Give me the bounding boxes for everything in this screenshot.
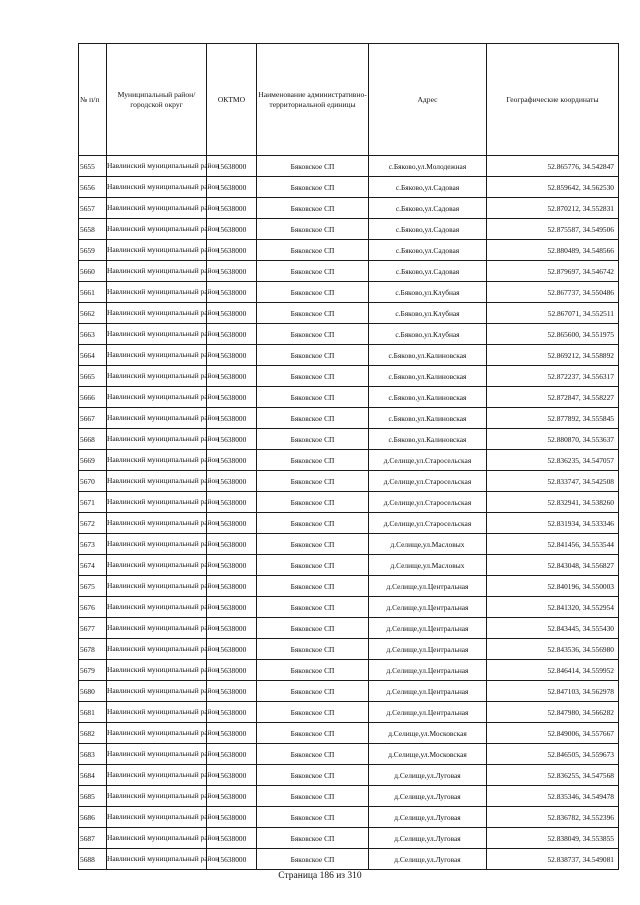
- row-number: 5662: [79, 303, 107, 324]
- row-territorial-unit: Бяковское СП: [257, 555, 369, 576]
- row-district: Навлинский муниципальный район: [107, 765, 207, 786]
- row-oktmo: 15638000: [207, 534, 257, 555]
- row-coordinates: 52.835346, 34.549478: [487, 786, 619, 807]
- table-row: [79, 681, 619, 702]
- row-address: с.Бяково,ул.Садовая: [369, 240, 487, 261]
- row-number: 5688: [79, 849, 107, 870]
- row-number: 5669: [79, 450, 107, 471]
- row-territorial-unit: Бяковское СП: [257, 240, 369, 261]
- row-coordinates: 52.847103, 34.562978: [487, 681, 619, 702]
- row-address: д.Селище,ул.Старосельская: [369, 492, 487, 513]
- row-oktmo: 15638000: [207, 324, 257, 345]
- row-district: Навлинский муниципальный район: [107, 324, 207, 345]
- row-number: 5667: [79, 408, 107, 429]
- row-oktmo: 15638000: [207, 681, 257, 702]
- row-address: с.Бяково,ул.Садовая: [369, 261, 487, 282]
- row-number: 5683: [79, 744, 107, 765]
- row-number: 5673: [79, 534, 107, 555]
- row-number: 5686: [79, 807, 107, 828]
- row-oktmo: 15638000: [207, 723, 257, 744]
- row-coordinates: 52.843445, 34.555430: [487, 618, 619, 639]
- table-row: [79, 219, 619, 240]
- row-coordinates: 52.865600, 34.551975: [487, 324, 619, 345]
- row-address: с.Бяково,ул.Садовая: [369, 219, 487, 240]
- row-coordinates: 52.846505, 34.559673: [487, 744, 619, 765]
- row-address: с.Бяково,ул.Калиновская: [369, 387, 487, 408]
- row-district: Навлинский муниципальный район: [107, 471, 207, 492]
- table-row: [79, 849, 619, 870]
- row-number: 5659: [79, 240, 107, 261]
- table-row: [79, 597, 619, 618]
- row-territorial-unit: Бяковское СП: [257, 345, 369, 366]
- row-coordinates: 52.867071, 34.552511: [487, 303, 619, 324]
- header-coordinates: Географические координаты: [487, 44, 619, 156]
- row-address: д.Селище,ул.Старосельская: [369, 513, 487, 534]
- row-coordinates: 52.846414, 34.559952: [487, 660, 619, 681]
- row-coordinates: 52.843048, 34.556827: [487, 555, 619, 576]
- row-district: Навлинский муниципальный район: [107, 408, 207, 429]
- row-oktmo: 15638000: [207, 387, 257, 408]
- row-coordinates: 52.865776, 34.542847: [487, 156, 619, 177]
- table-row: [79, 639, 619, 660]
- row-address: д.Селище,ул.Масловых: [369, 555, 487, 576]
- table-row: [79, 513, 619, 534]
- row-coordinates: 52.836782, 34.552396: [487, 807, 619, 828]
- row-district: Навлинский муниципальный район: [107, 177, 207, 198]
- row-district: Навлинский муниципальный район: [107, 534, 207, 555]
- row-district: Навлинский муниципальный район: [107, 261, 207, 282]
- row-district: Навлинский муниципальный район: [107, 450, 207, 471]
- row-district: Навлинский муниципальный район: [107, 618, 207, 639]
- row-district: Навлинский муниципальный район: [107, 219, 207, 240]
- table-row: [79, 786, 619, 807]
- row-number: 5661: [79, 282, 107, 303]
- row-oktmo: 15638000: [207, 156, 257, 177]
- row-oktmo: 15638000: [207, 765, 257, 786]
- table-row: [79, 366, 619, 387]
- row-district: Навлинский муниципальный район: [107, 387, 207, 408]
- row-territorial-unit: Бяковское СП: [257, 639, 369, 660]
- table-row: [79, 807, 619, 828]
- table-row: [79, 492, 619, 513]
- row-oktmo: 15638000: [207, 240, 257, 261]
- table-row: [79, 660, 619, 681]
- row-coordinates: 52.880870, 34.553637: [487, 429, 619, 450]
- row-oktmo: 15638000: [207, 450, 257, 471]
- row-territorial-unit: Бяковское СП: [257, 681, 369, 702]
- row-number: 5656: [79, 177, 107, 198]
- row-address: с.Бяково,ул.Садовая: [369, 177, 487, 198]
- row-coordinates: 52.831934, 34.533346: [487, 513, 619, 534]
- row-oktmo: 15638000: [207, 366, 257, 387]
- row-territorial-unit: Бяковское СП: [257, 408, 369, 429]
- table-row: [79, 429, 619, 450]
- row-district: Навлинский муниципальный район: [107, 576, 207, 597]
- table-row: [79, 408, 619, 429]
- row-number: 5655: [79, 156, 107, 177]
- page-number: Страница 186 из 310: [278, 871, 362, 881]
- row-territorial-unit: Бяковское СП: [257, 471, 369, 492]
- row-oktmo: 15638000: [207, 177, 257, 198]
- row-oktmo: 15638000: [207, 408, 257, 429]
- row-territorial-unit: Бяковское СП: [257, 324, 369, 345]
- row-address: д.Селище,ул.Центральная: [369, 639, 487, 660]
- row-territorial-unit: Бяковское СП: [257, 744, 369, 765]
- row-territorial-unit: Бяковское СП: [257, 513, 369, 534]
- row-territorial-unit: Бяковское СП: [257, 828, 369, 849]
- row-number: 5658: [79, 219, 107, 240]
- row-number: 5678: [79, 639, 107, 660]
- row-address: с.Бяково,ул.Калиновская: [369, 408, 487, 429]
- row-address: д.Селище,ул.Луговая: [369, 765, 487, 786]
- row-number: 5668: [79, 429, 107, 450]
- row-address: д.Селище,ул.Центральная: [369, 660, 487, 681]
- row-address: с.Бяково,ул.Калиновская: [369, 366, 487, 387]
- row-coordinates: 52.877892, 34.555845: [487, 408, 619, 429]
- row-territorial-unit: Бяковское СП: [257, 429, 369, 450]
- row-address: с.Бяково,ул.Молодежная: [369, 156, 487, 177]
- table-row: [79, 324, 619, 345]
- row-coordinates: 52.841456, 34.553544: [487, 534, 619, 555]
- row-oktmo: 15638000: [207, 849, 257, 870]
- row-address: д.Селище,ул.Центральная: [369, 681, 487, 702]
- row-coordinates: 52.872847, 34.558227: [487, 387, 619, 408]
- row-coordinates: 52.836235, 34.547057: [487, 450, 619, 471]
- row-address: д.Селище,ул.Московская: [369, 723, 487, 744]
- row-number: 5685: [79, 786, 107, 807]
- row-coordinates: 52.836255, 34.547568: [487, 765, 619, 786]
- row-territorial-unit: Бяковское СП: [257, 198, 369, 219]
- coordinates-table: [78, 43, 619, 870]
- table-row: [79, 345, 619, 366]
- row-oktmo: 15638000: [207, 828, 257, 849]
- row-oktmo: 15638000: [207, 492, 257, 513]
- table-row: [79, 261, 619, 282]
- row-oktmo: 15638000: [207, 660, 257, 681]
- row-coordinates: 52.867737, 34.550486: [487, 282, 619, 303]
- row-district: Навлинский муниципальный район: [107, 681, 207, 702]
- row-number: 5660: [79, 261, 107, 282]
- row-oktmo: 15638000: [207, 744, 257, 765]
- row-coordinates: 52.841320, 34.552954: [487, 597, 619, 618]
- row-address: д.Селище,ул.Масловых: [369, 534, 487, 555]
- table-body: [79, 156, 619, 870]
- row-district: Навлинский муниципальный район: [107, 597, 207, 618]
- row-oktmo: 15638000: [207, 471, 257, 492]
- row-address: д.Селище,ул.Центральная: [369, 597, 487, 618]
- row-address: д.Селище,ул.Московская: [369, 744, 487, 765]
- row-coordinates: 52.872237, 34.556317: [487, 366, 619, 387]
- row-address: д.Селище,ул.Центральная: [369, 576, 487, 597]
- row-district: Навлинский муниципальный район: [107, 660, 207, 681]
- row-coordinates: 52.833747, 34.542508: [487, 471, 619, 492]
- row-territorial-unit: Бяковское СП: [257, 261, 369, 282]
- row-oktmo: 15638000: [207, 303, 257, 324]
- row-district: Навлинский муниципальный район: [107, 555, 207, 576]
- row-coordinates: 52.870212, 34.552831: [487, 198, 619, 219]
- row-territorial-unit: Бяковское СП: [257, 303, 369, 324]
- row-oktmo: 15638000: [207, 786, 257, 807]
- row-district: Навлинский муниципальный район: [107, 156, 207, 177]
- table-row: [79, 156, 619, 177]
- table-row: [79, 471, 619, 492]
- row-number: 5671: [79, 492, 107, 513]
- row-number: 5677: [79, 618, 107, 639]
- row-number: 5681: [79, 702, 107, 723]
- row-territorial-unit: Бяковское СП: [257, 849, 369, 870]
- table-header-row: [79, 44, 619, 156]
- row-oktmo: 15638000: [207, 429, 257, 450]
- row-district: Навлинский муниципальный район: [107, 702, 207, 723]
- row-address: д.Селище,ул.Луговая: [369, 807, 487, 828]
- row-address: с.Бяково,ул.Калиновская: [369, 429, 487, 450]
- row-coordinates: 52.838049, 34.553855: [487, 828, 619, 849]
- row-address: д.Селище,ул.Луговая: [369, 786, 487, 807]
- header-oktmo: ОКТМО: [207, 44, 257, 156]
- row-address: д.Селище,ул.Старосельская: [369, 450, 487, 471]
- row-address: д.Селище,ул.Центральная: [369, 618, 487, 639]
- row-number: 5676: [79, 597, 107, 618]
- row-territorial-unit: Бяковское СП: [257, 492, 369, 513]
- header-territorial-unit: Наименование административно-территориальной единицы: [257, 44, 369, 156]
- row-number: 5657: [79, 198, 107, 219]
- row-oktmo: 15638000: [207, 618, 257, 639]
- row-address: д.Селище,ул.Луговая: [369, 849, 487, 870]
- row-oktmo: 15638000: [207, 198, 257, 219]
- row-territorial-unit: Бяковское СП: [257, 807, 369, 828]
- row-territorial-unit: Бяковское СП: [257, 219, 369, 240]
- row-coordinates: 52.849006, 34.557667: [487, 723, 619, 744]
- table-row: [79, 387, 619, 408]
- row-district: Навлинский муниципальный район: [107, 198, 207, 219]
- row-oktmo: 15638000: [207, 639, 257, 660]
- row-oktmo: 15638000: [207, 702, 257, 723]
- row-coordinates: 52.847980, 34.566282: [487, 702, 619, 723]
- row-coordinates: 52.875587, 34.549506: [487, 219, 619, 240]
- row-coordinates: 52.859642, 34.562530: [487, 177, 619, 198]
- row-coordinates: 52.843536, 34.556980: [487, 639, 619, 660]
- row-number: 5687: [79, 828, 107, 849]
- row-oktmo: 15638000: [207, 807, 257, 828]
- row-district: Навлинский муниципальный район: [107, 513, 207, 534]
- row-territorial-unit: Бяковское СП: [257, 366, 369, 387]
- row-number: 5674: [79, 555, 107, 576]
- table-row: [79, 576, 619, 597]
- row-district: Навлинский муниципальный район: [107, 828, 207, 849]
- table-row: [79, 534, 619, 555]
- row-number: 5682: [79, 723, 107, 744]
- row-address: с.Бяково,ул.Клубная: [369, 324, 487, 345]
- row-district: Навлинский муниципальный район: [107, 240, 207, 261]
- table-row: [79, 555, 619, 576]
- row-district: Навлинский муниципальный район: [107, 807, 207, 828]
- row-address: д.Селище,ул.Центральная: [369, 702, 487, 723]
- row-oktmo: 15638000: [207, 555, 257, 576]
- table-row: [79, 744, 619, 765]
- row-territorial-unit: Бяковское СП: [257, 786, 369, 807]
- row-district: Навлинский муниципальный район: [107, 303, 207, 324]
- table-row: [79, 198, 619, 219]
- row-territorial-unit: Бяковское СП: [257, 282, 369, 303]
- row-district: Навлинский муниципальный район: [107, 429, 207, 450]
- row-district: Навлинский муниципальный район: [107, 639, 207, 660]
- row-coordinates: 52.838737, 34.549081: [487, 849, 619, 870]
- row-coordinates: 52.879697, 34.546742: [487, 261, 619, 282]
- table-row: [79, 177, 619, 198]
- row-address: с.Бяково,ул.Клубная: [369, 282, 487, 303]
- row-territorial-unit: Бяковское СП: [257, 156, 369, 177]
- row-territorial-unit: Бяковское СП: [257, 450, 369, 471]
- row-territorial-unit: Бяковское СП: [257, 534, 369, 555]
- row-oktmo: 15638000: [207, 282, 257, 303]
- row-address: д.Селище,ул.Луговая: [369, 828, 487, 849]
- row-district: Навлинский муниципальный район: [107, 723, 207, 744]
- table-row: [79, 723, 619, 744]
- row-territorial-unit: Бяковское СП: [257, 723, 369, 744]
- row-district: Навлинский муниципальный район: [107, 786, 207, 807]
- row-number: 5672: [79, 513, 107, 534]
- row-territorial-unit: Бяковское СП: [257, 702, 369, 723]
- header-district: Муниципальный район/городской округ: [107, 44, 207, 156]
- table-row: [79, 303, 619, 324]
- row-number: 5670: [79, 471, 107, 492]
- row-territorial-unit: Бяковское СП: [257, 660, 369, 681]
- row-territorial-unit: Бяковское СП: [257, 576, 369, 597]
- row-territorial-unit: Бяковское СП: [257, 387, 369, 408]
- row-coordinates: 52.832941, 34.538260: [487, 492, 619, 513]
- row-number: 5675: [79, 576, 107, 597]
- row-territorial-unit: Бяковское СП: [257, 618, 369, 639]
- row-district: Навлинский муниципальный район: [107, 492, 207, 513]
- row-number: 5665: [79, 366, 107, 387]
- table-row: [79, 828, 619, 849]
- row-number: 5684: [79, 765, 107, 786]
- row-district: Навлинский муниципальный район: [107, 744, 207, 765]
- row-address: д.Селище,ул.Старосельская: [369, 471, 487, 492]
- table-row: [79, 702, 619, 723]
- row-coordinates: 52.840196, 34.550003: [487, 576, 619, 597]
- row-address: с.Бяково,ул.Садовая: [369, 198, 487, 219]
- row-oktmo: 15638000: [207, 219, 257, 240]
- row-coordinates: 52.880489, 34.548566: [487, 240, 619, 261]
- row-number: 5680: [79, 681, 107, 702]
- row-territorial-unit: Бяковское СП: [257, 597, 369, 618]
- row-district: Навлинский муниципальный район: [107, 282, 207, 303]
- table-row: [79, 765, 619, 786]
- row-coordinates: 52.869212, 34.558892: [487, 345, 619, 366]
- row-territorial-unit: Бяковское СП: [257, 177, 369, 198]
- row-oktmo: 15638000: [207, 597, 257, 618]
- row-oktmo: 15638000: [207, 513, 257, 534]
- row-oktmo: 15638000: [207, 345, 257, 366]
- table-row: [79, 282, 619, 303]
- row-number: 5664: [79, 345, 107, 366]
- table-row: [79, 618, 619, 639]
- row-district: Навлинский муниципальный район: [107, 849, 207, 870]
- header-number: № п/п: [79, 44, 107, 156]
- row-oktmo: 15638000: [207, 576, 257, 597]
- header-address: Адрес: [369, 44, 487, 156]
- row-address: с.Бяково,ул.Клубная: [369, 303, 487, 324]
- row-number: 5663: [79, 324, 107, 345]
- row-number: 5666: [79, 387, 107, 408]
- row-district: Навлинский муниципальный район: [107, 345, 207, 366]
- row-number: 5679: [79, 660, 107, 681]
- row-territorial-unit: Бяковское СП: [257, 765, 369, 786]
- row-district: Навлинский муниципальный район: [107, 366, 207, 387]
- row-address: с.Бяково,ул.Калиновская: [369, 345, 487, 366]
- table-row: [79, 240, 619, 261]
- table-row: [79, 450, 619, 471]
- row-oktmo: 15638000: [207, 261, 257, 282]
